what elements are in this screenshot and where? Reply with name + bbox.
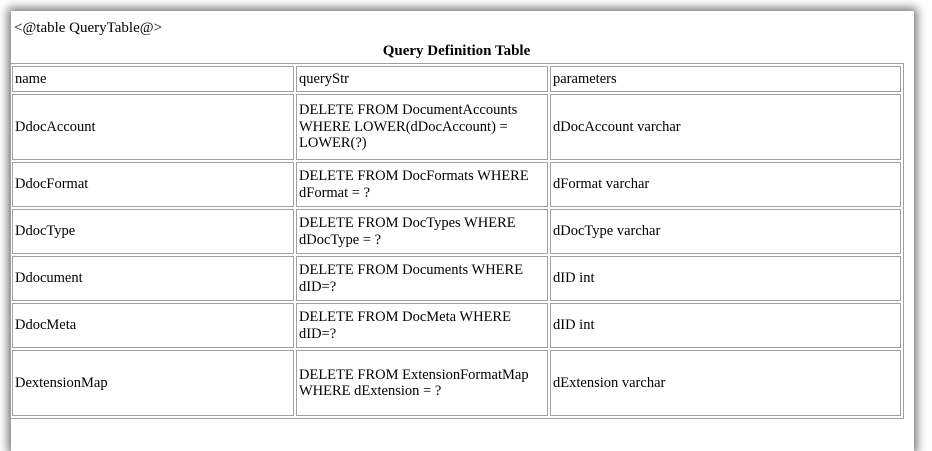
table-caption: Query Definition Table: [382, 43, 531, 59]
cell-parameters: dFormat varchar: [550, 162, 901, 207]
column-header-parameters: parameters: [550, 66, 901, 92]
cell-parameters: dID int: [550, 256, 901, 301]
cell-parameters: dDocType varchar: [550, 209, 901, 254]
cell-parameters: dDocAccount varchar: [550, 94, 901, 160]
table-header-row: [12, 66, 901, 92]
cell-querystr: DELETE FROM DocFormats WHERE dFormat = ?: [296, 162, 548, 207]
cell-querystr: DELETE FROM Documents WHERE dID=?: [296, 256, 548, 301]
cell-name: DextensionMap: [12, 350, 294, 416]
table-row: [12, 350, 901, 416]
query-definition-table: [9, 63, 904, 419]
table-row: [12, 303, 901, 348]
table-row: [12, 94, 901, 160]
cell-querystr: DELETE FROM DocMeta WHERE dID=?: [296, 303, 548, 348]
cell-parameters: dID int: [550, 303, 901, 348]
cell-querystr: DELETE FROM DocumentAccounts WHERE LOWER(dDocAccount) = LOWER(?): [296, 94, 548, 160]
cell-name: Ddocument: [12, 256, 294, 301]
cell-name: DdocFormat: [12, 162, 294, 207]
cell-name: DdocMeta: [12, 303, 294, 348]
cell-querystr: DELETE FROM ExtensionFormatMap WHERE dExtension = ?: [296, 350, 548, 416]
table-row: [12, 209, 901, 254]
cell-querystr: DELETE FROM DocTypes WHERE dDocType = ?: [296, 209, 548, 254]
column-header-querystr: queryStr: [296, 66, 548, 92]
column-header-name: name: [12, 66, 294, 92]
cell-name: DdocAccount: [12, 94, 294, 160]
cell-name: DdocType: [12, 209, 294, 254]
table-row: [12, 256, 901, 301]
table-row: [12, 162, 901, 207]
table-tag-line: <@table QueryTable@>: [14, 20, 163, 36]
cell-parameters: dExtension varchar: [550, 350, 901, 416]
